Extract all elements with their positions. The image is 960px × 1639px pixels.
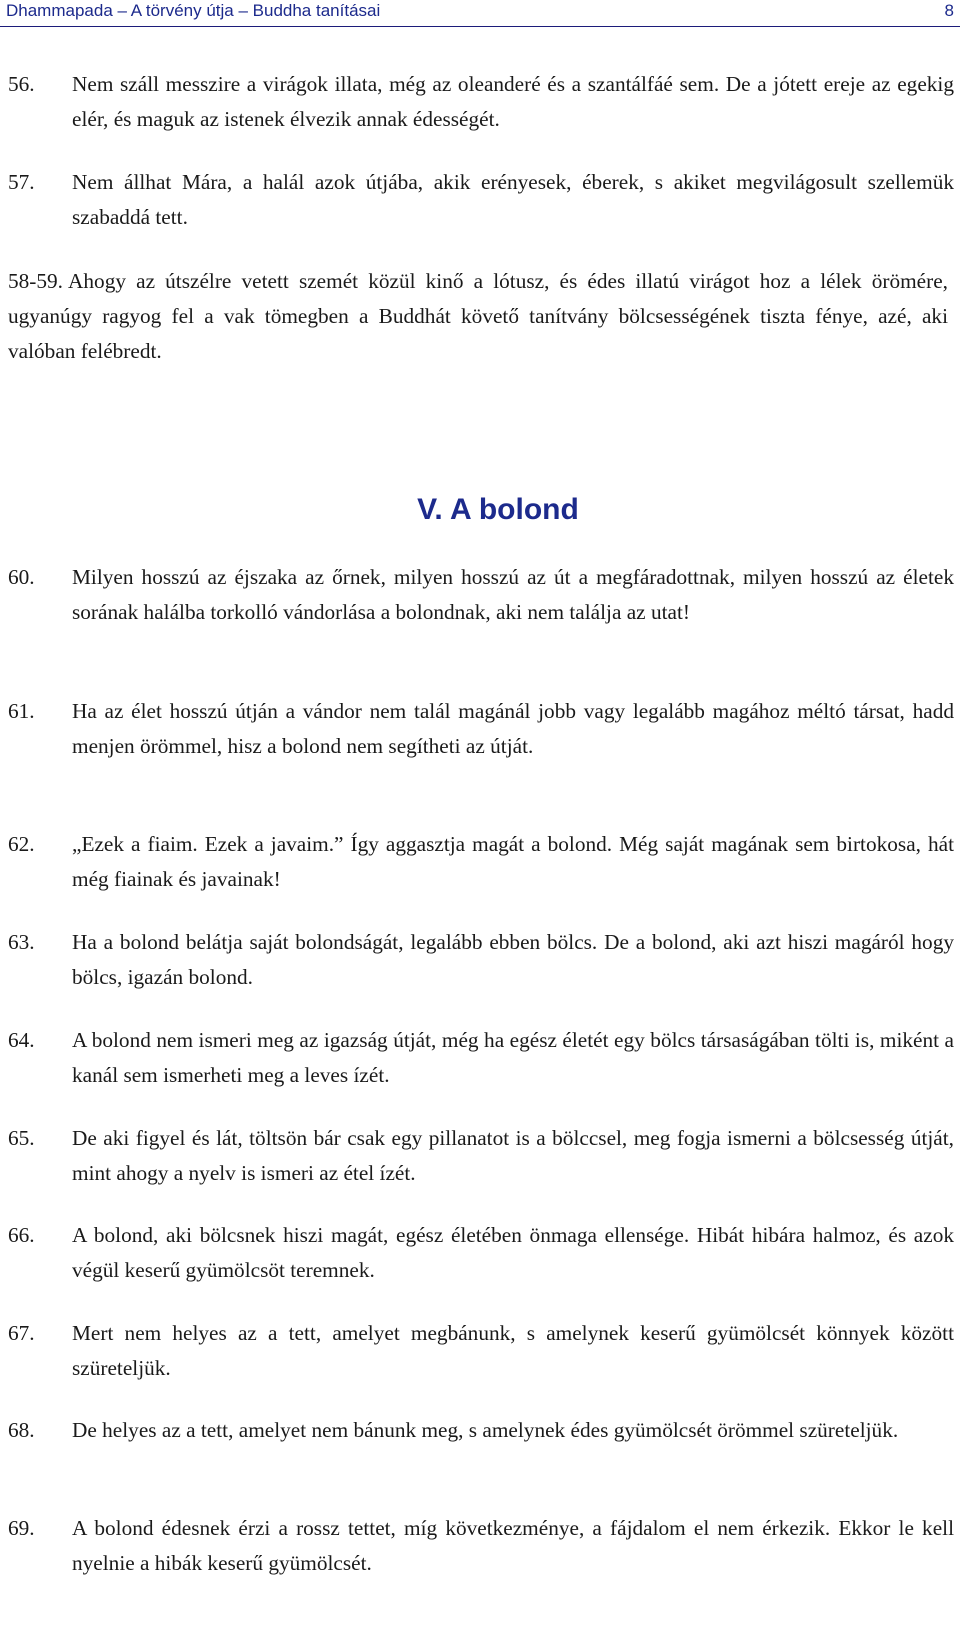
verse-text: Nem állhat Mára, a halál azok útjába, akik erényesek, éberek, s akiket megvilágosult szellemük szabaddá tett.	[72, 170, 954, 229]
verse-text: Milyen hosszú az éjszaka az őrnek, milyen hosszú az út a megfáradottnak, milyen hosszú az életek sorának halálba torkolló vándorlása a bolondnak, aki nem találja az utat!	[72, 565, 954, 624]
verse-number: 60.	[8, 565, 35, 589]
document-title: Dhammapada – A törvény útja – Buddha tanításai	[6, 1, 381, 20]
verse-text: „Ezek a fiaim. Ezek a javaim.” Így aggasztja magát a bolond. Még saját magának sem birtokosa, hát még fiainak és javainak!	[72, 832, 954, 891]
verse-number: 66.	[8, 1223, 35, 1247]
chapter-heading	[0, 493, 960, 527]
verse-66	[0, 1218, 960, 1288]
verse-text: A bolond édesnek érzi a rossz tettet, míg következménye, a fájdalom el nem érkezik. Ekkor le kell nyelnie a hibák keserű gyümölcsét.	[72, 1516, 954, 1575]
verse-text: A bolond, aki bölcsnek hiszi magát, egész életében önmaga ellensége. Hibát hibára halmoz, és azok végül keserű gyümölcsöt teremnek.	[72, 1223, 954, 1282]
verse-56	[0, 67, 960, 137]
verse-57	[0, 165, 960, 235]
verse-number: 57.	[8, 170, 35, 194]
page-header	[0, 0, 960, 27]
verse-text: Mert nem helyes az a tett, amelyet megbánunk, s amelynek keserű gyümölcsét könnyek között szüreteljük.	[72, 1321, 954, 1380]
verse-number: 62.	[8, 832, 35, 856]
page-number: 8	[944, 1, 954, 20]
verse-67	[0, 1316, 960, 1386]
verse-60	[0, 560, 960, 630]
verse-64	[0, 1023, 960, 1093]
verse-65	[0, 1121, 960, 1191]
chapter-title: V. A bolond	[417, 493, 579, 526]
verse-text: Ahogy az útszélre vetett szemét közül kinő a lótusz, és édes illatú virágot hoz a lélek örömére, ugyanúgy ragyog fel a vak tömegben a Buddhát követő tanítvány bölcsességének tiszta fénye, azé, aki valóban felébredt.	[8, 269, 948, 363]
verse-number: 65.	[8, 1126, 35, 1150]
verse-number: 68.	[8, 1418, 35, 1442]
verse-number: 61.	[8, 699, 35, 723]
verse-text: De helyes az a tett, amelyet nem bánunk meg, s amelynek édes gyümölcsét örömmel szüreteljük.	[72, 1418, 899, 1442]
verse-number: 69.	[8, 1516, 35, 1540]
verse-number: 56.	[8, 72, 35, 96]
verse-68	[0, 1413, 960, 1448]
verse-text: Ha a bolond belátja saját bolondságát, legalább ebben bölcs. De a bolond, aki azt hiszi magáról hogy bölcs, igazán bolond.	[72, 930, 954, 989]
verse-paragraph	[8, 264, 948, 369]
verse-69	[0, 1511, 960, 1581]
verse-61	[0, 694, 960, 764]
verse-text: Ha az élet hosszú útján a vándor nem talál magánál jobb vagy legalább magához méltó társat, hadd menjen örömmel, hisz a bolond nem segítheti az útját.	[72, 699, 954, 758]
verse-number: 67.	[8, 1321, 35, 1345]
verse-text: De aki figyel és lát, töltsön bár csak egy pillanatot is a bölccsel, meg fogja ismerni a bölcsesség útját, mint ahogy a nyelv is ismeri az étel ízét.	[72, 1126, 954, 1185]
verse-number: 63.	[8, 930, 35, 954]
verse-62	[0, 827, 960, 897]
verse-number: 58-59.	[8, 269, 64, 293]
verse-63	[0, 925, 960, 995]
verse-text: Nem száll messzire a virágok illata, még az oleanderé és a szantálfáé sem. De a jótett ereje az egekig elér, és maguk az istenek élvezik annak édességét.	[72, 72, 954, 131]
verse-58-59	[8, 264, 954, 369]
verse-number: 64.	[8, 1028, 35, 1052]
verse-text: A bolond nem ismeri meg az igazság útját, még ha egész életét egy bölcs társaságában tölti is, miként a kanál sem ismerheti meg a leves ízét.	[72, 1028, 954, 1087]
